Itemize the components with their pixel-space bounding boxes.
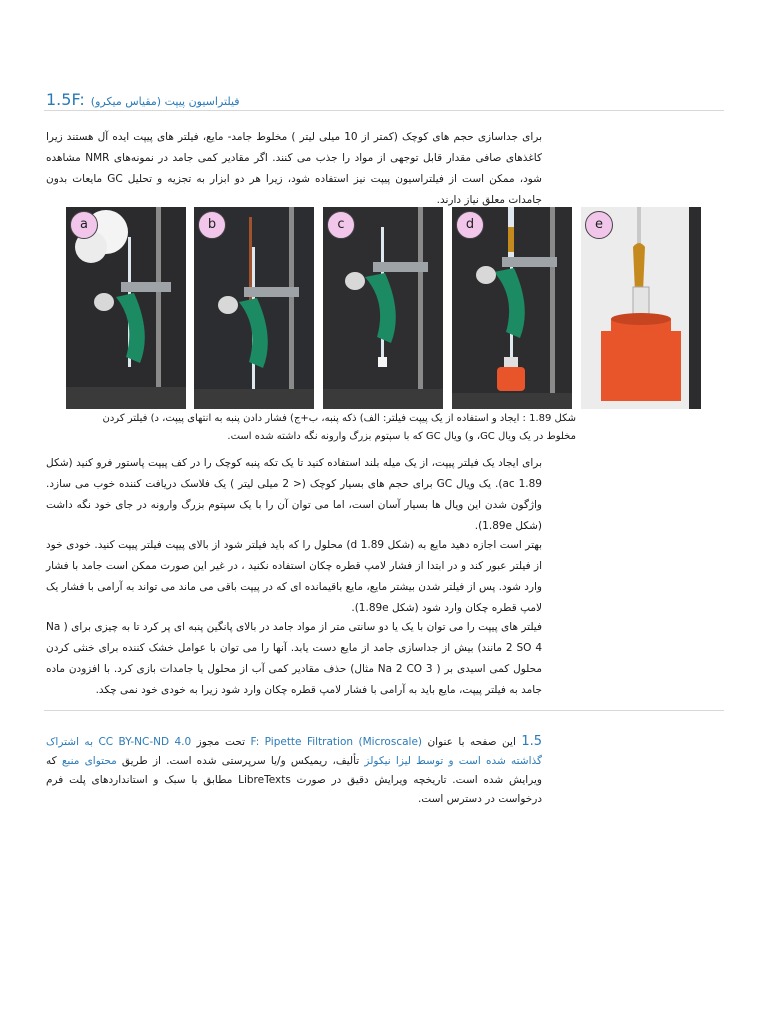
author-credit[interactable]: به اشتراک گذاشته شده است و توسط لیزا نیکولز bbox=[46, 736, 542, 767]
footer-rest: تألیف، ریمیکس و/یا سرپرستی شده است. از طریق bbox=[121, 755, 360, 767]
paragraph-text: فیلتر های پیپت را می توان با یک یا دو سانتی متر از مواد جامد در بالای پانگین پنبه ای پر کرد تا به چیزی برای ( Na 2 SO 4 مانند) بیش از جداسازی جامد از مایع دست یابد. آنها را می توان با عوامل خشک کننده برای خنثی کردن محلول کمی اسیدی بر ( Na 2 CO 3 مثال) حذف مقادیر کمی آب از محلول یا جامدات بازی کرد. با افزودن ماده جامد به فیلتر پیپت، مایع باید به آرامی با فشار لامپ قطره چکان وارد شود زیرا به خودی خود نمی چکد. bbox=[46, 621, 542, 696]
footer-divider bbox=[44, 710, 724, 711]
badge-a: a bbox=[70, 211, 98, 239]
section-number: 1.5F: bbox=[46, 90, 85, 109]
attribution-footer bbox=[46, 732, 542, 809]
badge-d: d bbox=[456, 211, 484, 239]
heading-divider bbox=[44, 110, 724, 111]
footer-lead: این صفحه با عنوان bbox=[427, 736, 516, 748]
figure-caption: شکل 1.89 : ایجاد و استفاده از یک پیپت فیلتر: الف) ذکه پنبه، ب+ج) فشار دادن پنبه به انتهای پیپت، د) فیلتر کردن مخلوط در یک ویال GC، و) ویال GC که با سپتوم بزرگ وارونه نگه داشته شده است. bbox=[102, 413, 576, 442]
page-title-link[interactable]: F: Pipette Filtration (Microscale) bbox=[250, 736, 422, 748]
paragraph-text: بهتر است اجازه دهید مایع به (شکل 1.89 d) محلول را که باید فیلتر شود از بالای پیپت فیلتر پیپت کنید. خودی خود از فیلتر عبور کند و در ابتدا از فشار لامپ قطره چکان استفاده نکنید ، در غیر این صورت ممکن است جامد با فشار وارد شود. پس از فیلتر شدن بیشتر مایع، مایع باقیمانده ای که در پیپت باقی می ماند می تواند به آرامی با فشار یک لامپ قطره چکان وارد شود (شکل 1.89e). bbox=[46, 539, 543, 614]
photo-e bbox=[581, 207, 701, 409]
intro-paragraph bbox=[46, 127, 542, 211]
badge-b: b bbox=[198, 211, 226, 239]
section-title: فیلتراسیون پیپت (مقیاس میکرو) bbox=[90, 95, 240, 108]
footer-section-number: 1.5 bbox=[521, 734, 543, 749]
badge-e: e bbox=[585, 211, 613, 239]
body-paragraph-3 bbox=[46, 617, 542, 701]
photo-d bbox=[452, 207, 572, 409]
photo-c bbox=[323, 207, 443, 409]
license-link[interactable]: CC BY-NC-ND 4.0 bbox=[98, 736, 192, 748]
intro-text: برای جداسازی حجم های کوچک (کمتر از 10 میلی لیتر ) مخلوط جامد- مایع، فیلتر های پیپت ایده آل هستند زیرا کاغذهای صافی مقدار قابل توجهی از مواد را جذب می کنند. اگر مقادیر کمی جامد در نمونه‌های NMR مشاهده شود، ممکن است از فیلتراسیون پیپت نیز استفاده شود، زیرا هر دو ابزار به تجزیه و تحلیل GC مایعات بدون جامدات معلق نیاز دارند. bbox=[46, 131, 543, 206]
photo-b bbox=[194, 207, 314, 409]
footer-tail: که ویرایش شده است. تاریخچه ویرایش دقیق در صورت LibreTexts مطابق با سبک و استانداردهای پلت فرم درخواست در دسترس است. bbox=[46, 755, 542, 805]
body-paragraph-2 bbox=[46, 535, 542, 619]
license-label: تحت مجوز bbox=[196, 736, 246, 748]
section-heading bbox=[46, 90, 722, 109]
source-content-link[interactable]: محتوای منبع bbox=[61, 755, 117, 767]
photo-a bbox=[66, 207, 186, 409]
paragraph-text: برای ایجاد یک فیلتر پیپت، از یک میله بلند استفاده کنید تا یک تکه پنبه کوچک را در کف پیپت پاستور فرو کنید (شکل 1.89 ac). یک ویال GC برای حجم های بسیار کوچک (< 2 میلی لیتر ) یک فلاسک دریافت کننده خوب می سازد. واژگون شدن این ویال ها بسیار آسان است، اما می توان آن را با یک سپتوم بزرگ وارونه در جای خود نگه داشت (شکل 1.89e). bbox=[46, 457, 542, 532]
badge-c: c bbox=[327, 211, 355, 239]
body-paragraph-1 bbox=[46, 453, 542, 537]
